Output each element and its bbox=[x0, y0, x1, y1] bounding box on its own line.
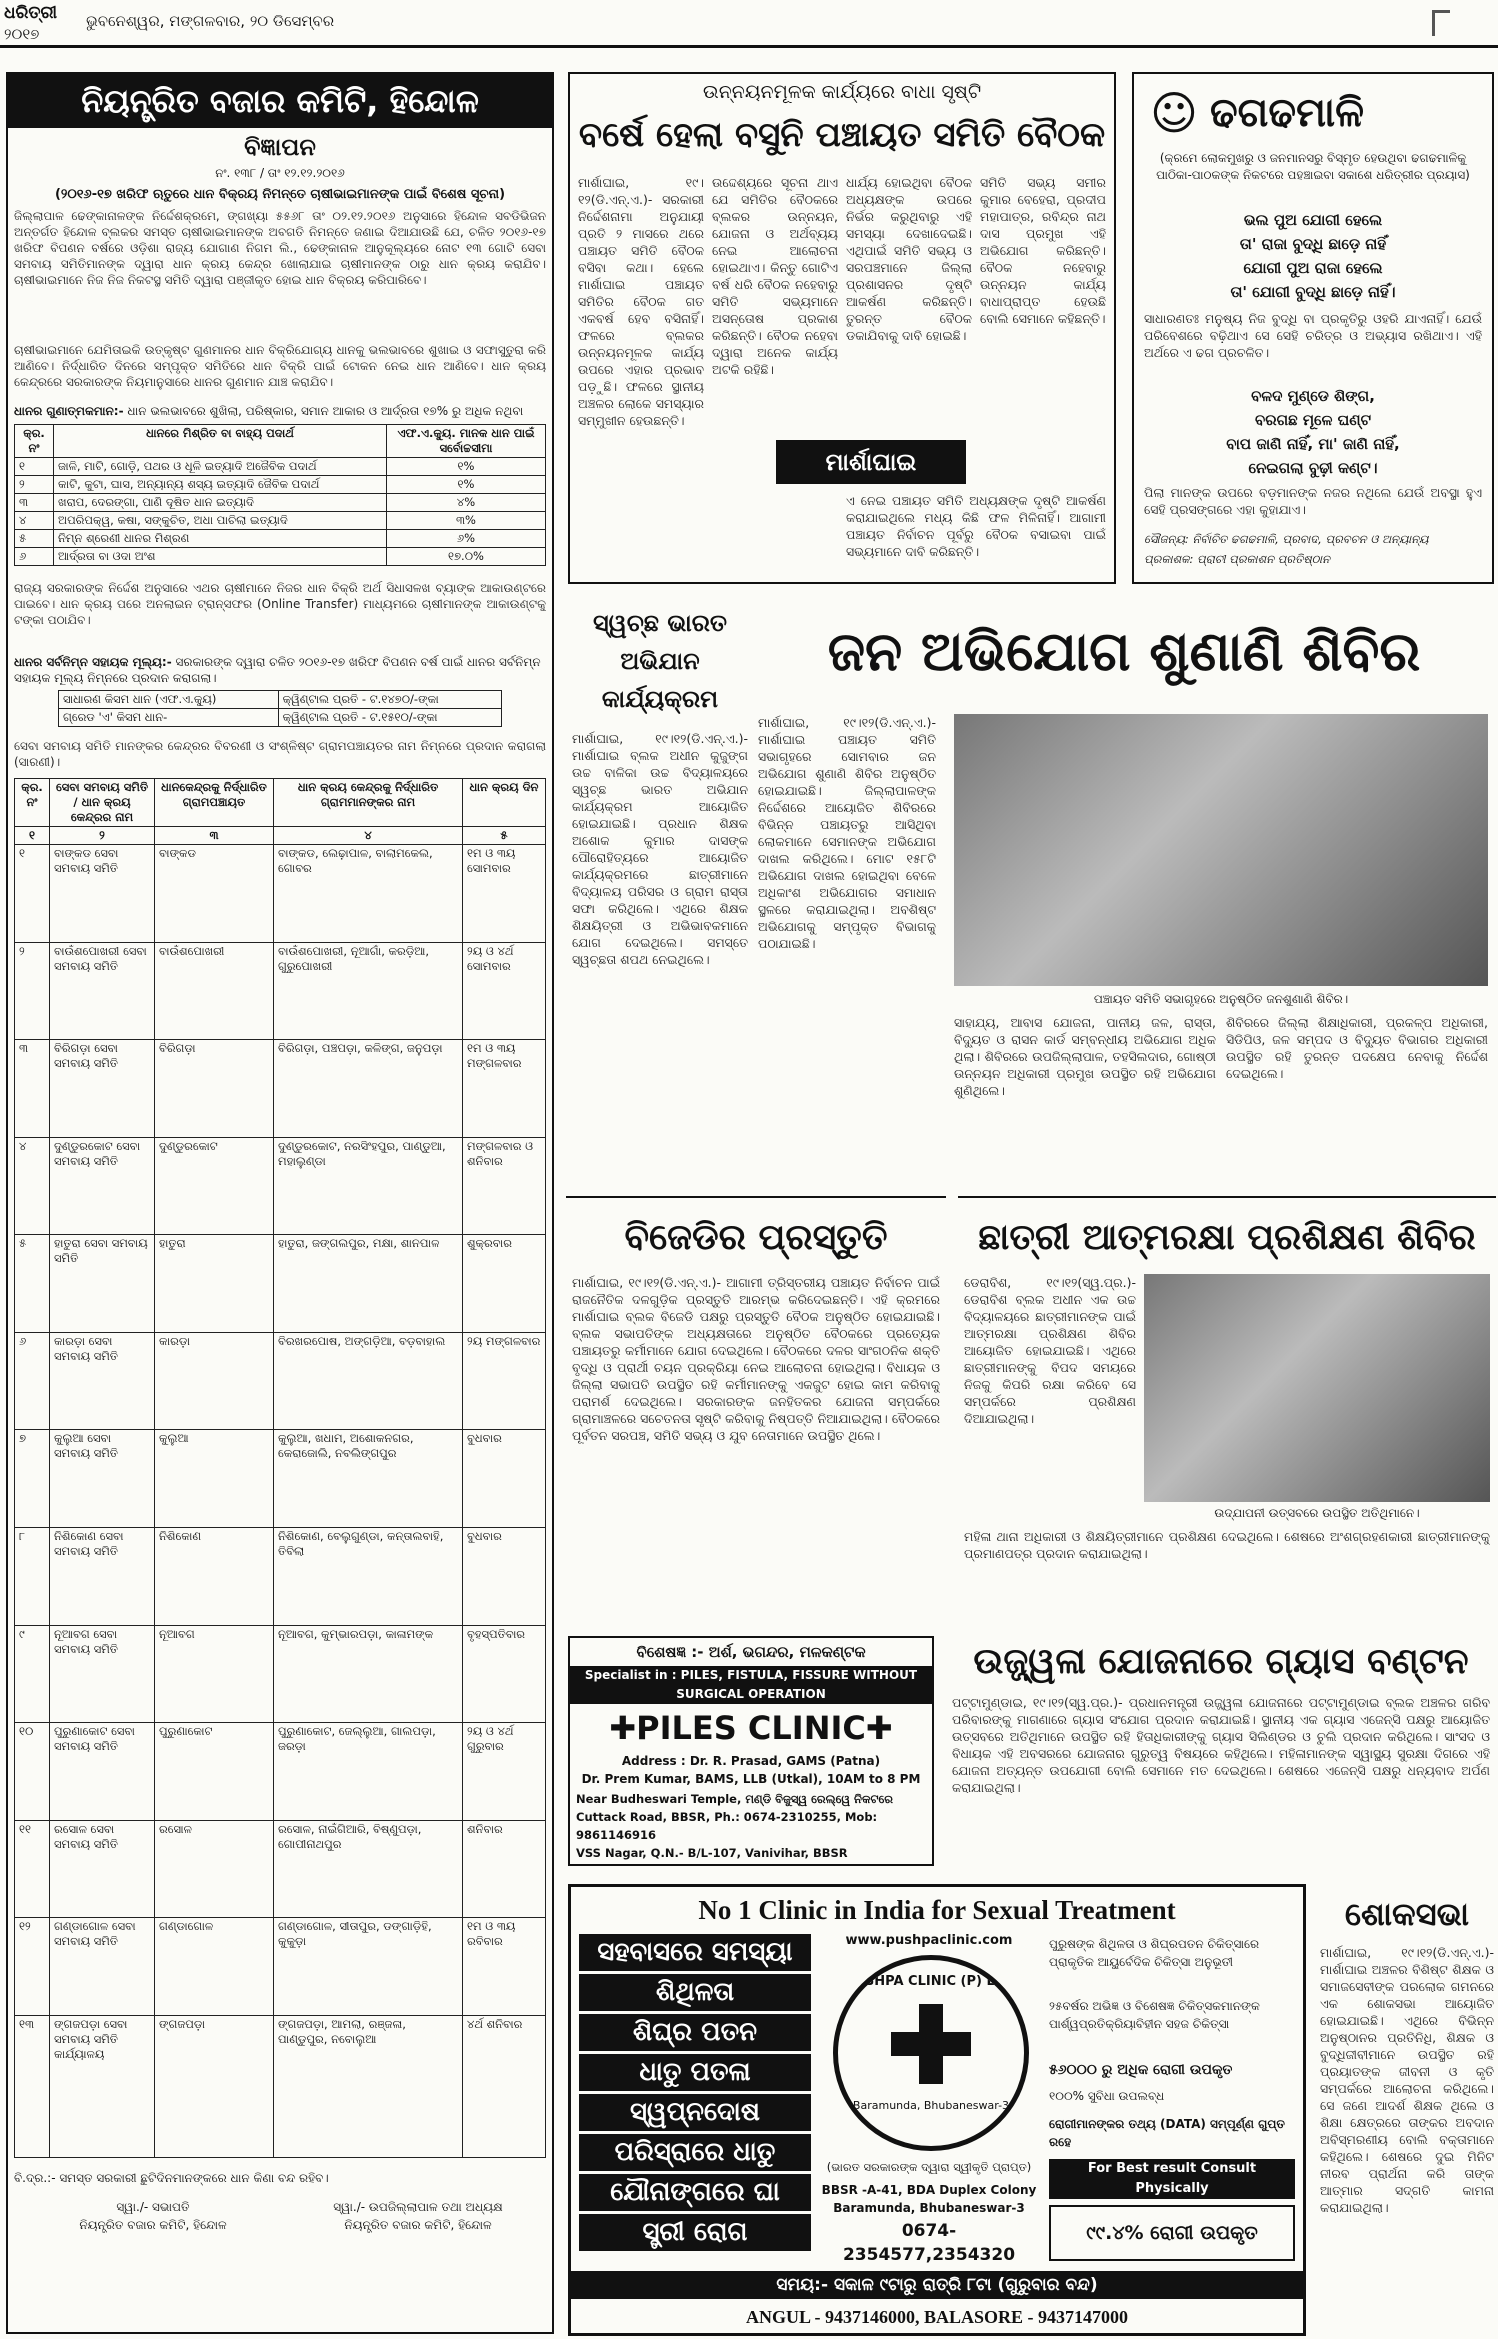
cell: ୬ bbox=[15, 1332, 50, 1430]
notice-footnote: ବି.ଦ୍ର.:- ସମସ୍ତ ସରକାରୀ ଛୁଟିଦିନମାନଙ୍କରେ ଧାନ କିଣା ବନ୍ଦ ରହିବ। bbox=[14, 2171, 329, 2185]
plus-icon: ✚ bbox=[865, 1709, 893, 1747]
story2-headline: ଜନ ଅଭିଯୋଗ ଶୁଣାଣି ଶିବିର bbox=[827, 620, 1421, 683]
cell: ପୁରୁଣାକୋଟ bbox=[155, 1723, 274, 1821]
cell: ବୁଧବାର bbox=[463, 1430, 546, 1528]
index-cell: ୩ bbox=[155, 827, 274, 845]
face-icon: ☺ bbox=[1150, 86, 1198, 140]
cell: ୪ bbox=[15, 1137, 50, 1235]
cell: ଙ୍ଗଜପଡ଼ା bbox=[155, 2015, 274, 2157]
msp-text: ସରକାରଙ୍କ ଦ୍ୱାରା ଚଳିତ ୨୦୧୬-୧୭ ଖରିଫ ବିପଣନ ବର୍ଷ ପାଇଁ ଧାନର ସର୍ବନିମ୍ନ ସହାୟକ ମୂଲ୍ୟ ନିମ୍ନରେ ପ୍ରଦାନ କରାଗଲା। bbox=[14, 655, 541, 685]
pushpa-conditions bbox=[579, 1931, 811, 2267]
story3-headline: ବିଜେଡିର ପ୍ରସ୍ତୁତି bbox=[624, 1217, 888, 1258]
story2-right-1: ସାହାଯ୍ୟ, ଆବାସ ଯୋଜନା, ପାନୀୟ ଜଳ, ରାସ୍ତା, ବିଦ୍ୟୁତ ଓ ରାସନ କାର୍ଡ ସମ୍ବନ୍ଧୀୟ ଅଭିଯୋଗ ଅଧିକ ଥିଲା। ଶିବିରରେ ଉପଜିଲ୍ଲାପାଳ, ତହସିଲଦାର, ଗୋଷ୍ଠୀ ଉନ୍ନୟନ ଅଧିକାରୀ ପ୍ରମୁଖ ଉପସ୍ଥିତ ରହି ଅଭିଯୋଗ ଶୁଣିଥିଲେ। bbox=[954, 1015, 1216, 1098]
cell: ବାଉଁଶପୋଖରୀ bbox=[155, 942, 274, 1040]
cell: ହାତୁରା ସେବା ସମବାୟ ସମିତି bbox=[50, 1235, 155, 1333]
ad-pushpa-clinic bbox=[568, 1884, 1306, 2336]
pushpa-address: BBSR -A-41, BDA Duplex Colony Baramunda, Bhubaneswar-3 bbox=[821, 2183, 1037, 2215]
story-grievance-camp bbox=[566, 596, 1496, 1184]
table-row bbox=[15, 548, 546, 566]
table-row bbox=[15, 1820, 546, 1918]
cell: ୨ୟ ଓ ୪ର୍ଥ ଗୁରୁବାର bbox=[463, 1723, 546, 1821]
story5-text: ପଟ୍ଟାମୁଣ୍ଡାଇ, ୧୯।୧୨(ସ୍ୱ.ପ୍ର.)- ପ୍ରଧାନମନ୍ତ୍ରୀ ଉଜ୍ଜ୍ୱଳା ଯୋଜନାରେ ପଟ୍ଟାମୁଣ୍ଡାଇ ବ୍ଲକ ଅଞ୍ଚଳର ଗରିବ ପରିବାରଙ୍କୁ ମାଗଣାରେ ଗ୍ୟାସ ସଂଯୋଗ ପ୍ରଦାନ କରାଯାଇଛି। ସ୍ଥାନୀୟ ଏକ ଗ୍ୟାସ ଏଜେନ୍ସି ପକ୍ଷରୁ ଆୟୋଜିତ ଉତ୍ସବରେ ଅତିଥିମାନେ ଉପସ୍ଥିତ ରହି ହିତାଧିକାରୀଙ୍କୁ ଗ୍ୟାସ ସିଲିଣ୍ଡର ଓ ଚୁଲି ପ୍ରଦାନ କରିଥିଲେ। ସାଂସଦ ଓ ବିଧାୟକ ଏହି ଅବସରରେ ଯୋଜନାର ଗୁରୁତ୍ୱ ବିଷୟରେ କହିଥିଲେ। ମହିଳାମାନଙ୍କ ସ୍ୱାସ୍ଥ୍ୟ ସୁରକ୍ଷା ଦିଗରେ ଏହି ଯୋଜନା ଅତ୍ୟନ୍ତ ଉପଯୋଗୀ ବୋଲି ସେମାନେ ମତ ଦେଇଥିଲେ। ଶେଷରେ ଏଜେନ୍ସି ପକ୍ଷରୁ ଧନ୍ୟବାଦ ଅର୍ପଣ କରାଯାଇଥିଲା। bbox=[952, 1695, 1490, 1795]
column-intro: (କ୍ରମେ ଲୋକମୁଖରୁ ଓ ଜନମାନସରୁ ବିସ୍ମୃତ ହେଉଥିବା ଢଗଢମାଳିକୁ ପାଠିକା-ପାଠକଙ୍କ ନିକଟରେ ପହଞ୍ଚାଇବା ସକାଶେ ଧରିତ୍ରୀର ପ୍ରୟାସ) bbox=[1156, 151, 1470, 182]
story1-col1: ମାର୍ଶାଘାଇ, ୧୯।୧୨(ଡି.ଏନ୍.ଏ.)- ସରକାରୀ ନିର୍ଦ୍ଦେଶନାମା ଅନୁଯାୟୀ ପ୍ରତି ୨ ମାସରେ ଥରେ ପଞ୍ଚାୟତ ସମିତି ବୈଠକ ବସିବା କଥା। ହେଲେ ମାର୍ଶାଘାଇ ପଞ୍ଚାୟତ ସମିତିର ବୈଠକ ଗତ ଏକବର୍ଷ ହେବ ବସିନାହିଁ। ଫଳରେ ବ୍ଲକର ଉନ୍ନୟନମୂଳକ କାର୍ଯ୍ୟ ଉପରେ ଏହାର ପ୍ରଭାବ ପଡ଼ୁଛି। ଫଳରେ ସ୍ଥାନୀୟ ଅଞ୍ଚଳର ଲୋକେ ସମସ୍ୟାର ସମ୍ମୁଖୀନ ହେଉଛନ୍ତି। bbox=[578, 175, 704, 428]
table-row bbox=[59, 691, 502, 709]
table-row bbox=[15, 942, 546, 1040]
pushpa-govt: (ଭାରତ ସରକାରଙ୍କ ଦ୍ୱାରା ସ୍ୱୀକୃତି ପ୍ରାପ୍ତ) bbox=[826, 2160, 1032, 2174]
centre-header: ଧାନକେନ୍ଦ୍ରକୁ ନିର୍ଦ୍ଧାରିତ ଗ୍ରାମପଞ୍ଚାୟତ bbox=[155, 779, 274, 827]
notice-para-4: ସେବା ସମବାୟ ସମିତି ମାନଙ୍କର କେନ୍ଦ୍ରର ବିବରଣୀ ଓ ସଂଶ୍ଳିଷ୍ଟ ଗ୍ରାମପଞ୍ଚାୟତର ନାମ ନିମ୍ନରେ ପ୍ରଦାନ କରାଗଲା (ସାରଣୀ)। bbox=[14, 739, 546, 769]
cell: ବାଙ୍କଡ bbox=[155, 845, 274, 943]
centre-header: କ୍ର. ନଂ bbox=[15, 779, 50, 827]
cell: କୁଲୁଆ ସେବା ସମବାୟ ସମିତି bbox=[50, 1430, 155, 1528]
cell: ବୃହସ୍ପତିବାର bbox=[463, 1625, 546, 1723]
table-row bbox=[15, 1235, 546, 1333]
cell: ରସୋଳ, ନାଇଁଗିଆରି, ବିଷ୍ଣୁପଡ଼ା, ଗୋପୀନାଥପୁର bbox=[274, 1820, 463, 1918]
cell: ୭ bbox=[15, 1430, 50, 1528]
verse-2: ବଳଦ ମୁଣ୍ଡେ ଶିଙ୍ଗ, ବରଗଛ ମୂଳେ ଘଣ୍ଟ ବାପ ଜାଣି ନାହିଁ, ମା' ଜାଣି ନାହିଁ, ନେଇଗଲା ବୁଢ଼ୀ କଣ୍ଟ। bbox=[1226, 387, 1400, 477]
cell: କୁଲୁଆ bbox=[155, 1430, 274, 1528]
story1-tag: ମାର୍ଶାଘାଇ bbox=[776, 440, 966, 484]
cell: ନିଶିକୋଣ ସେବା ସମବାୟ ସମିତି bbox=[50, 1528, 155, 1626]
notice-para-2: ଚାଷୀଭାଇମାନେ ଯେମିତାଇକି ଉତ୍କୃଷ୍ଟ ଗୁଣମାନର ଧାନ ବିକ୍ରିଯୋଗ୍ୟ ଧାନକୁ ଭଲଭାବରେ ଶୁଖାଇ ଓ ସଫାସୁତୁରା କରି ଆଣିବେ। ନିର୍ଦ୍ଧାରିତ ଦିନରେ ସମ୍ପୃକ୍ତ ସମିତିରେ ଧାନ ବିକ୍ରି ପାଇଁ ଟୋକନ ନେଇ ଧାନ ଆଣିବେ। ଧାନ କ୍ରୟ କେନ୍ଦ୍ରରେ ସରକାରଙ୍କ ନିୟମାନୁସାରେ ଧାନର ଗୁଣମାନ ଯାଞ୍ଚ କରାଯିବ। bbox=[14, 343, 546, 389]
cell: ଗଣ୍ଡାଗୋଳ bbox=[155, 1918, 274, 2016]
cell: ୧୨ bbox=[15, 1918, 50, 2016]
cell: ୧୧ bbox=[15, 1820, 50, 1918]
top-rule bbox=[0, 45, 1498, 48]
table-row bbox=[59, 709, 502, 727]
story-ujjwala bbox=[946, 1636, 1496, 1884]
column-credit-1: ସୌଜନ୍ୟ: ନିର୍ବାଚିତ ଢଗଢମାଳି, ପ୍ରବାଦ, ପ୍ରବଚନ ଓ ଅନ୍ୟାନ୍ୟ bbox=[1144, 532, 1429, 546]
cell: ବିରିଗଡ଼ା, ପଞ୍ଚପଡ଼ା, କଳିଙ୍ଗ, ଜନୁପଡ଼ା bbox=[274, 1040, 463, 1138]
condition-item: ପରିସ୍ରାରେ ଧାତୁ bbox=[579, 2134, 811, 2171]
cell: କାରଡ଼ା bbox=[155, 1332, 274, 1430]
condition-item: ସହବାସରେ ସମସ୍ୟା bbox=[579, 1934, 811, 1971]
cell: ୧ bbox=[15, 458, 54, 476]
cell: ବାଙ୍କଡ ସେବା ସମବାୟ ସମିତି bbox=[50, 845, 155, 943]
cell: ୧ମ ଓ ୩ୟ ରବିବାର bbox=[463, 1918, 546, 2016]
corner-mark bbox=[1432, 10, 1450, 36]
cell: ଙ୍ଗଜପଡ଼ା, ଆମଲା, ରଞ୍ଜଳା, ପାଣ୍ଡୁପୁର, ନବୋଲୁଆ bbox=[274, 2015, 463, 2157]
story-condolence bbox=[1318, 1890, 1496, 2336]
cell: କାଟି, କୁଟା, ଘାସ, ଅନ୍ୟାନ୍ୟ ଶସ୍ୟ ଇତ୍ୟାଦି ଜୈବିକ ପଦାର୍ଥ bbox=[54, 476, 387, 494]
table-row bbox=[15, 458, 546, 476]
cell: ୧୭.୦% bbox=[387, 548, 546, 566]
cell: ନୂଆବଗ bbox=[155, 1625, 274, 1723]
quality-table bbox=[14, 424, 546, 574]
story1-col3: ଧାର୍ଯ୍ୟ ହୋଇଥିବା ବୈଠକ ଅଧ୍ୟକ୍ଷଙ୍କ ଉପରେ ନିର୍ଭର କରୁଥିବାରୁ ଏହି ସମସ୍ୟା ଦେଖାଦେଇଛି। ଏଥିପାଇଁ ସମିତି ସଭ୍ୟ ଓ ସରପଞ୍ଚମାନେ ଜିଲ୍ଲା ପ୍ରଶାସନର ଦୃଷ୍ଟି ଆକର୍ଷଣ କରିଛନ୍ତି। ତୁରନ୍ତ ବୈଠକ ଡକାଯିବାକୁ ଦାବି ହୋଇଛି। bbox=[846, 175, 972, 343]
pushpa-seal-text: PUSHPA CLINIC (P) LTD. bbox=[844, 1974, 1018, 1989]
story1-col2: ଉଦ୍ଦେଶ୍ୟରେ ସୂଚନା ଥାଏ ଯେ ସମିତିର ବୈଠକରେ ବ୍ଲକର ଉନ୍ନୟନ, ଯୋଜନା ଓ ଅର୍ଥବ୍ୟୟ ନେଇ ଆଲୋଚନା ହୋଇଥାଏ। କିନ୍ତୁ ଗୋଟିଏ ବର୍ଷ ଧରି ବୈଠକ ନହେବାରୁ ସମିତି ସଭ୍ୟମାନେ ଅସନ୍ତୋଷ ପ୍ରକାଶ କରିଛନ୍ତି। ବୈଠକ ନହେବା ଦ୍ୱାରା ଅନେକ କାର୍ଯ୍ୟ ଅଟକି ରହିଛି। bbox=[712, 175, 838, 377]
pushpa-right-3: ୫୬୦୦୦ ରୁ ଅଧିକ ରୋଗୀ ଉପକୃତ bbox=[1049, 2062, 1233, 2078]
cell: ନୂଆବଗ, କୁମ୍ଭାରପଡ଼ା, କାଳାମଙ୍କ bbox=[274, 1625, 463, 1723]
cell: ୪% bbox=[387, 494, 546, 512]
cell: ଖରାପ, ଦେରଙ୍ଗା, ପାଣି ଦୂଷିତ ଧାନ ଇତ୍ୟାଦି bbox=[54, 494, 387, 512]
notice-subtitle: ବିଜ୍ଞାପନ bbox=[244, 133, 316, 161]
verse-1: ଭଲ ପୁଅ ଯୋଗୀ ହେଲେ ତା' ରାଜା ବୁଦ୍ଧି ଛାଡ଼େ ନାହିଁ ଯୋଗୀ ପୁଅ ରାଜା ହେଲେ ତା' ଯୋଗୀ ବୁଦ୍ଧି ଛାଡ଼େ ନାହିଁ। bbox=[1230, 211, 1396, 301]
cell: ୧ମ ଓ ୩ୟ ସୋମବାର bbox=[463, 845, 546, 943]
story2-kicker: ସ୍ୱଚ୍ଛ ଭାରତ ଅଭିଯାନ କାର୍ଯ୍ୟକ୍ରମ bbox=[592, 609, 728, 713]
masthead bbox=[0, 0, 1498, 48]
grievance-caption: ପଞ୍ଚାୟତ ସମିତି ସଭାଗୃହରେ ଅନୁଷ୍ଠିତ ଜନଶୁଣାଣି ଶିବିର। bbox=[1093, 992, 1349, 1006]
piles-name bbox=[570, 1706, 932, 1750]
pushpa-right-4: ୧୦୦% ସୁବିଧା ଉପଲବ୍ଧ bbox=[1049, 2089, 1165, 2103]
sign-left: ସ୍ୱା./- ସଭାପତି ନିୟନ୍ତ୍ରିତ ବଜାର କମିଟି, ହିନ୍ଦୋଳ bbox=[79, 2200, 227, 2232]
cell: କୁଲୁଆ, ଖଧାମ, ଅଶୋକନଗର, କେରାଜୋଲି, ନବଲିଙ୍ଗପୁର bbox=[274, 1430, 463, 1528]
cell: ଗ୍ରେଡ 'ଏ' କିସମ ଧାନ- bbox=[59, 709, 279, 727]
cell: ବାଙ୍କଡ, ଲେଢ଼ାପାଳ, ବାଲାମକେଲ, ଗୋବର bbox=[274, 845, 463, 943]
table-row bbox=[15, 1430, 546, 1528]
cell: ୬ bbox=[15, 548, 54, 566]
cell: ୧ bbox=[15, 845, 50, 943]
cell: ଗଣ୍ଡାଗୋଳ, ସୀତାପୁର, ଡଙ୍ଗାଡ଼ିହି, କୁକୁଡ଼ା bbox=[274, 1918, 463, 2016]
table-row bbox=[15, 2015, 546, 2157]
table-row bbox=[15, 530, 546, 548]
dateline: ଭୁବନେଶ୍ୱର, ମଙ୍ଗଳବାର, ୨୦ ଡିସେମ୍ବର bbox=[86, 12, 335, 30]
cell: ବିରିଗଡ଼ା bbox=[155, 1040, 274, 1138]
story1-col4: ଏ ନେଇ ପଞ୍ଚାୟତ ସମିତି ଅଧ୍ୟକ୍ଷଙ୍କ ଦୃଷ୍ଟି ଆକର୍ଷଣ କରାଯାଇଥିଲେ ମଧ୍ୟ କିଛି ଫଳ ମିଳିନାହିଁ। ଆଗାମୀ ପଞ୍ଚାୟତ ନିର୍ବାଚନ ପୂର୍ବରୁ ବୈଠକ ବସାଇବା ପାଇଁ ସଭ୍ୟମାନେ ଦାବି କରିଛନ୍ତି। bbox=[846, 493, 1106, 559]
cell: ଶନିବାର bbox=[463, 1820, 546, 1918]
cell: ହାତୁରା bbox=[155, 1235, 274, 1333]
cell: ୩ bbox=[15, 494, 54, 512]
msp-row bbox=[14, 654, 546, 688]
condition-item: ଶିଥିଳତା bbox=[579, 1974, 811, 2011]
table-row bbox=[15, 1625, 546, 1723]
table-row bbox=[15, 1332, 546, 1430]
msp-table bbox=[58, 690, 502, 734]
quality-label-row bbox=[14, 402, 546, 420]
proverb-column bbox=[1132, 72, 1494, 584]
cell: ଦୁଣ୍ଡୁରକୋଟ, ନରସିଂହପୁର, ପାଣ୍ଡୁଆ, ମହାଲୁଣ୍ଡା bbox=[274, 1137, 463, 1235]
table-row bbox=[15, 494, 546, 512]
cell: ବିରିଗଡ଼ା ସେବା ସମବାୟ ସମିତି bbox=[50, 1040, 155, 1138]
pushpa-right-1: ପୁରୁଷଙ୍କ ଶିଥିଳତା ଓ ଶିଘ୍ରପତନ ଚିକିତ୍ସାରେ ପ୍ରାକୃତିକ ଆୟୁର୍ବେଦିକ ଚିକିତ୍ସା ଅନୁଭୂତୀ bbox=[1049, 1937, 1260, 1969]
msp-label: ଧାନର ସର୍ବନିମ୍ନ ସହାୟକ ମୂଲ୍ୟ:- bbox=[14, 655, 172, 669]
pushpa-phone: 0674-2354577,2354320 bbox=[842, 2221, 1016, 2265]
cell: ହାତୁରା, ଜଙ୍ଗଲପୁର, ମକ୍ଷା, ଶାନପାଳ bbox=[274, 1235, 463, 1333]
centre-table bbox=[14, 778, 546, 2158]
quality-label: ଧାନର ଗୁଣାତ୍ମକମାନ:- bbox=[14, 404, 124, 418]
condition-item: ଯୌନାଙ୍ଗରେ ଘା bbox=[579, 2174, 811, 2211]
centre-header: ସେବା ସମବାୟ ସମିତି / ଧାନ କ୍ରୟ କେନ୍ଦ୍ରର ନାମ bbox=[50, 779, 155, 827]
cross-icon bbox=[891, 2004, 971, 2084]
quality-header: ଏଫ.ଏ.କ୍ୟୁ. ମାନକ ଧାନ ପାଇଁ ସର୍ବୋଚ୍ଚସୀମା bbox=[387, 425, 546, 458]
table-row bbox=[15, 1528, 546, 1626]
condition-item: ଧାତୁ ପତଳା bbox=[579, 2054, 811, 2091]
story-samiti-meeting bbox=[568, 72, 1116, 584]
cell: ରସୋଳ bbox=[155, 1820, 274, 1918]
table-row bbox=[15, 476, 546, 494]
cell: ବାଉଁଶପୋଖରୀ, ନୂଆଗାଁ, କରଡ଼ିଆ, ଗୁରୁପୋଖରୀ bbox=[274, 942, 463, 1040]
cell: ଆର୍ଦ୍ରତା ବା ଓଦା ଅଂଶ bbox=[54, 548, 387, 566]
story6-headline: ଶୋକସଭା bbox=[1344, 1895, 1470, 1933]
cell: ୩% bbox=[387, 512, 546, 530]
notice-para-3: ରାଜ୍ୟ ସରକାରଙ୍କ ନିର୍ଦ୍ଦେଶ ଅନୁସାରେ ଏଥର ଚାଷୀମାନେ ନିଜର ଧାନ ବିକ୍ରି ଅର୍ଥ ସିଧାସଳଖ ବ୍ୟାଙ୍କ ଆକାଉଣ୍ଟରେ ପାଇବେ। ଧାନ କ୍ରୟ ପରେ ଅନଲାଇନ ଟ୍ରାନ୍ସଫର (Online Transfer) ମାଧ୍ୟମରେ ଚାଷୀମାନଙ୍କ ଆକାଉଣ୍ଟକୁ ଟଙ୍କା ପଠାଯିବ। bbox=[14, 581, 546, 627]
condition-item: ସ୍ୱପ୍ନଦୋଷ bbox=[579, 2094, 811, 2131]
cell: ନିଶିକୋଣ, ବେଲୁଗୁଣ୍ଡା, କନ୍ତାଲବାହି, ତିବିଲା bbox=[274, 1528, 463, 1626]
notice-para-1: ଜିଲ୍ଲାପାଳ ଢେଙ୍କାନାଳଙ୍କ ନିର୍ଦ୍ଦେଶକ୍ରମେ, ଙ୍ଗଖ୍ୟା ୫୫୬୮ ତାଂ ୦୨.୧୨.୨୦୧୬ ଅନୁସାରେ ହିନ୍ଦୋଳ ସବଡିଭିଜନ ଅନ୍ତର୍ଗତ ହିନ୍ଦୋଳ ବ୍ଲକର ସମସ୍ତ ଚାଷୀଭାଇମାନଙ୍କ ଅବଗତି ନିମନ୍ତେ ଜଣାଇ ଦିଆଯାଉଛି ଯେ, ଚଳିତ ୨୦୧୬-୧୭ ଖରିଫ ବିପଣନ ବର୍ଷରେ ଓଡ଼ିଶା ରାଜ୍ୟ ଯୋଗାଣ ନିଗମ ଲି., ଢେଙ୍କାନାଳ ଆନୁକୂଲ୍ୟରେ ନୋଟ ୧୩ ଗୋଟି ସେବା ସମବାୟ ସମିତିମାନଙ୍କ ଦ୍ୱାରା ଧାନ କ୍ରୟ କେନ୍ଦ୍ର ଖୋଲାଯାଇ ଚାଷୀମାନଙ୍କ ଠାରୁ ଧାନ କ୍ରୟ କରାଯିବ। ଚାଷୀଭାଇମାନେ ନିଜ ନିଜ ନିକଟସ୍ଥ ସମିତି ଦ୍ୱାରା ପଞ୍ଜୀକୃତ ହୋଇ ଧାନ ବିକ୍ରୟ କରିପାରିବେ। bbox=[14, 209, 546, 287]
centre-header: ଧାନ କ୍ରୟ ଦିନ bbox=[463, 779, 546, 827]
cell: ବାଉଁଶପୋଖରୀ ସେବା ସମବାୟ ସମିତି bbox=[50, 942, 155, 1040]
cell: ନିଶିକୋଣ bbox=[155, 1528, 274, 1626]
pushpa-seal-city: Baramunda, Bhubaneswar-3 bbox=[852, 2099, 1010, 2112]
cell: ସାଧାରଣ କିସମ ଧାନ (ଏଫ.ଏ.କ୍ୟୁ) bbox=[59, 691, 279, 709]
notice-title: ନିୟନ୍ତ୍ରିତ ବଜାର କମିଟି, ହିନ୍ଦୋଳ bbox=[8, 74, 552, 128]
cell: କ୍ୱିଣ୍ଟାଲ ପ୍ରତି - ଟ.୧୫୧୦/-ଙ୍କା bbox=[278, 709, 501, 727]
story3-text: ମାର୍ଶାଘାଇ, ୧୯।୧୨(ଡି.ଏନ୍.ଏ.)- ଆଗାମୀ ତ୍ରିସ୍ତରୀୟ ପଞ୍ଚାୟତ ନିର୍ବାଚନ ପାଇଁ ରାଜନୈତିକ ଦଳଗୁଡ଼ିକ ପ୍ରସ୍ତୁତି ଆରମ୍ଭ କରିଦେଇଛନ୍ତି। ଏହି କ୍ରମରେ ମାର୍ଶାଘାଇ ବ୍ଲକ ବିଜେଡି ପକ୍ଷରୁ ପ୍ରସ୍ତୁତି ବୈଠକ ଅନୁଷ୍ଠିତ ହୋଇଯାଇଛି। ବ୍ଲକ ସଭାପତିଙ୍କ ଅଧ୍ୟକ୍ଷତାରେ ଅନୁଷ୍ଠିତ ବୈଠକରେ ପ୍ରତ୍ୟେକ ପଞ୍ଚାୟତରୁ କର୍ମୀମାନେ ଯୋଗ ଦେଇଥିଲେ। ବୈଠକରେ ଦଳର ସାଂଗଠନିକ ଶକ୍ତି ବୃଦ୍ଧି ଓ ପ୍ରାର୍ଥୀ ଚୟନ ପ୍ରକ୍ରିୟା ନେଇ ଆଲୋଚନା ହୋଇଥିଲା। ବିଧାୟକ ଓ ଜିଲ୍ଲା ସଭାପତି ଉପସ୍ଥିତ ରହି କର୍ମୀମାନଙ୍କୁ ଏକଜୁଟ ହୋଇ କାମ କରିବାକୁ ପରାମର୍ଶ ଦେଇଥିଲେ। ସରକାରଙ୍କ ଜନହିତକର ଯୋଜନା ସମ୍ପର୍କରେ ଗ୍ରାମାଞ୍ଚଳରେ ସଚେତନତା ସୃଷ୍ଟି କରିବାକୁ ନିଷ୍ପତ୍ତି ନିଆଯାଇଥିଲା। ବୈଠକରେ ପୂର୍ବତନ ସରପଞ୍ଚ, ସମିତି ସଭ୍ୟ ଓ ଯୁବ ନେତାମାନେ ଉପସ୍ଥିତ ଥିଲେ। bbox=[572, 1275, 940, 1443]
cell: ୯ bbox=[15, 1625, 50, 1723]
condition-item: ଶିଘ୍ର ପତନ bbox=[579, 2014, 811, 2051]
index-cell: ୫ bbox=[463, 827, 546, 845]
cell: ନିମ୍ନ ଶ୍ରେଣୀ ଧାନର ମିଶ୍ରଣ bbox=[54, 530, 387, 548]
cell: ନୂଆବଗ ସେବା ସମବାୟ ସମିତି bbox=[50, 1625, 155, 1723]
table-row bbox=[15, 1723, 546, 1821]
pushpa-right-2: ୨୫ବର୍ଷର ଅଭିଜ୍ଞ ଓ ବିଶେଷଜ୍ଞ ଚିକିତ୍ସକମାନଙ୍କ ପାର୍ଶ୍ୱପ୍ରତିକ୍ରିୟାବିହୀନ ସହଜ ଚିକିତ୍ସା bbox=[1049, 1999, 1260, 2031]
pushpa-timing: ସମୟ:- ସକାଳ ୯ଟାରୁ ରାତ୍ରି ୮ଟା (ଗୁରୁବାର ବନ୍ଦ) bbox=[571, 2271, 1303, 2299]
column-body: ସାଧାରଣତଃ ମନୁଷ୍ୟ ନିଜ ବୁଦ୍ଧି ବା ପ୍ରକୃତିରୁ ଓହରି ଯାଏନାହିଁ। ଯେଉଁ ପରିବେଶରେ ବଢ଼ିଥାଏ ସେ ସେହି ଚରିତ୍ର ଓ ଅଭ୍ୟାସ ରଖିଥାଏ। ଏହି ଅର୍ଥରେ ଏ ଢଗ ପ୍ରଚଳିତ। bbox=[1144, 311, 1482, 360]
piles-location: Near Budheswari Temple, ମଣ୍ଡି ବିଜୁସ୍ୱ ରେଲ୍ୱେ ନିକଟରେ Cuttack Road, BBSR, Ph.: 0674-2310255, Mob: 9861146916 VSS Nagar, Q.N.- B/L-107, Vanivihar, BBSR bbox=[576, 1792, 893, 1860]
tender-notice bbox=[6, 72, 554, 2334]
cell: ଦୁଣ୍ଡୁରକୋଟ bbox=[155, 1137, 274, 1235]
cell: ୨ୟ ମଙ୍ଗଳବାର bbox=[463, 1332, 546, 1430]
cell: ୨ୟ ଓ ୪ର୍ଥ ସୋମବାର bbox=[463, 942, 546, 1040]
story1-headline: ବର୍ଷେ ହେଲା ବସୁନି ପଞ୍ଚାୟତ ସମିତି ବୈଠକ bbox=[578, 115, 1106, 155]
ad-piles-clinic bbox=[568, 1636, 934, 1866]
story6-text: ମାର୍ଶାଘାଇ, ୧୯।୧୨(ଡି.ଏନ୍.ଏ.)- ମାର୍ଶାଘାଇ ଅଞ୍ଚଳର ବିଶିଷ୍ଟ ଶିକ୍ଷକ ଓ ସମାଜସେବୀଙ୍କ ପରଲୋକ ଗମନରେ ଏକ ଶୋକସଭା ଆୟୋଜିତ ହୋଇଯାଇଛି। ଏଥିରେ ବିଭିନ୍ନ ଅନୁଷ୍ଠାନର ପ୍ରତିନିଧି, ଶିକ୍ଷକ ଓ ବୁଦ୍ଧିଜୀବୀମାନେ ଉପସ୍ଥିତ ରହି ପ୍ରୟାତଙ୍କ ଜୀବନୀ ଓ କୃତି ସମ୍ପର୍କରେ ଆଲୋଚନା କରିଥିଲେ। ସେ ଜଣେ ଆଦର୍ଶ ଶିକ୍ଷକ ଥିଲେ ଓ ଶିକ୍ଷା କ୍ଷେତ୍ରରେ ତାଙ୍କର ଅବଦାନ ଅବିସ୍ମରଣୀୟ ବୋଲି ବକ୍ତାମାନେ କହିଥିଲେ। ଶେଷରେ ଦୁଇ ମିନିଟ ନୀରବ ପ୍ରାର୍ଥନା କରି ତାଙ୍କ ଆତ୍ମାର ସଦ୍ଗତି କାମନା କରାଯାଇଥିଲା। bbox=[1320, 1945, 1494, 2215]
quality-header: କ୍ର. ନଂ bbox=[15, 425, 54, 458]
cell: କାରଡ଼ା ସେବା ସମବାୟ ସମିତି bbox=[50, 1332, 155, 1430]
cell: ପୁରୁଣାକୋଟ, ଜେଲ୍ଲୁଆ, ଗାଲପଡ଼ା, ଜରଡ଼ା bbox=[274, 1723, 463, 1821]
pushpa-headline: No 1 Clinic in India for Sexual Treatment bbox=[698, 1895, 1176, 1925]
cell: ୧୦ bbox=[15, 1723, 50, 1821]
paper-logo: ଧରିତ୍ରୀ bbox=[4, 3, 58, 23]
story5-headline: ଉଜ୍ଜ୍ୱଳା ଯୋଜନାରେ ଗ୍ୟାସ ବଣ୍ଟନ bbox=[973, 1641, 1469, 1682]
pushpa-data-label: ରୋଗୀମାନଙ୍କର ତଥ୍ୟ (DATA) ସମ୍ପୂର୍ଣ୍ଣ ଗୁପ୍ତ ରହେ bbox=[1049, 2117, 1285, 2149]
cell: ୨ bbox=[15, 476, 54, 494]
pushpa-success: ୯୯.୪% ରୋଗୀ ଉପକୃତ bbox=[1049, 2205, 1295, 2261]
story4-text: ଡେରାବିଶ, ୧୯।୧୨(ସ୍ୱ.ପ୍ର.)- ଡେରାବିଶ ବ୍ଲକ ଅଧୀନ ଏକ ଉଚ୍ଚ ବିଦ୍ୟାଳୟରେ ଛାତ୍ରୀମାନଙ୍କ ପାଇଁ ଆତ୍ମରକ୍ଷା ପ୍ରଶିକ୍ଷଣ ଶିବିର ଆୟୋଜିତ ହୋଇଯାଇଛି। ଏଥିରେ ଛାତ୍ରୀମାନଙ୍କୁ ବିପଦ ସମୟରେ ନିଜକୁ କିପରି ରକ୍ଷା କରିବେ ସେ ସମ୍ପର୍କରେ ପ୍ରଶିକ୍ଷଣ ଦିଆଯାଇଥିଲା। bbox=[964, 1275, 1136, 1426]
story1-kicker: ଉନ୍ନୟନମୂଳକ କାର୍ଯ୍ୟରେ ବାଧା ସୃଷ୍ଟି bbox=[702, 81, 982, 103]
pushpa-best: For Best result Consult Physically bbox=[1049, 2159, 1295, 2199]
table-row bbox=[15, 512, 546, 530]
column-body-2: ପିଲା ମାନଙ୍କ ଉପରେ ବଡ଼ମାନଙ୍କ ନଜର ନଥିଲେ ଯେଉଁ ଅବସ୍ଥା ହୁଏ ସେହି ପ୍ରସଙ୍ଗରେ ଏହା କୁହାଯାଏ। bbox=[1144, 485, 1482, 517]
plus-icon: ✚ bbox=[609, 1709, 637, 1747]
cell: ପୁରୁଣାକୋଟ ସେବା ସମବାୟ ସମିତି bbox=[50, 1723, 155, 1821]
cell: ଙ୍ଗଜପଡ଼ା ସେବା ସମବାୟ ସମିତି କାର୍ଯ୍ୟାଳୟ bbox=[50, 2015, 155, 2157]
cell: ୧୩ bbox=[15, 2015, 50, 2157]
cell: ରସୋଳ ସେବା ସମବାୟ ସମିତି bbox=[50, 1820, 155, 1918]
centre-header: ଧାନ କ୍ରୟ କେନ୍ଦ୍ରକୁ ନିର୍ଦ୍ଧାରିତ ଗ୍ରାମମାନଙ୍କର ନାମ bbox=[274, 779, 463, 827]
cell: ୫ bbox=[15, 1235, 50, 1333]
story-self-defence bbox=[958, 1196, 1496, 1622]
piles-spec: ବିଶେଷଜ୍ଞ :- ଅର୍ଶ, ଭଗନ୍ଦର, ମଳକଣ୍ଟକ bbox=[636, 1643, 866, 1661]
cell: ୮ bbox=[15, 1528, 50, 1626]
story4-text-2: ମହିଳା ଥାନା ଅଧିକାରୀ ଓ ଶିକ୍ଷୟିତ୍ରୀମାନେ ପ୍ରଶିକ୍ଷଣ ଦେଇଥିଲେ। ଶେଷରେ ଅଂଶଗ୍ରହଣକାରୀ ଛାତ୍ରୀମାନଙ୍କୁ ପ୍ରମାଣପତ୍ର ପ୍ରଦାନ କରାଯାଇଥିଲା। bbox=[964, 1529, 1490, 1561]
index-cell: ୧ bbox=[15, 827, 50, 845]
cell: ୧% bbox=[387, 476, 546, 494]
cell: ୨ bbox=[15, 942, 50, 1040]
notice-ref: ନଂ. ୧୩୮ / ତାଂ ୧୨.୧୨.୨୦୧୬ bbox=[215, 166, 345, 180]
cell: କ୍ୱିଣ୍ଟାଲ ପ୍ରତି - ଟ.୧୪୭୦/-ଙ୍କା bbox=[278, 691, 501, 709]
piles-address: Address : Dr. R. Prasad, GAMS (Patna) Dr. Prem Kumar, BAMS, LLB (Utkal), 10AM to 8 PM bbox=[581, 1754, 921, 1786]
cell: ୪ bbox=[15, 512, 54, 530]
table-row bbox=[15, 1040, 546, 1138]
story2-right-2: ଶିବିରରେ ଜିଲ୍ଲା ଶିକ୍ଷାଧିକାରୀ, ପ୍ରକଳ୍ପ ଅଧିକାରୀ, ସିଡିପିଓ, ଜଳ ସମ୍ପଦ ଓ ବିଦ୍ୟୁତ ବିଭାଗର ଅଧିକାରୀ ଉପସ୍ଥିତ ରହି ତୁରନ୍ତ ପଦକ୍ଷେପ ନେବାକୁ ନିର୍ଦ୍ଦେଶ ଦେଇଥିଲେ। bbox=[1226, 1015, 1488, 1081]
cell: ୫ bbox=[15, 530, 54, 548]
cell: ଜାଳି, ମାଟି, ଗୋଡ଼ି, ପଥର ଓ ଧୂଳି ଇତ୍ୟାଦି ଅଜୈବିକ ପଦାର୍ଥ bbox=[54, 458, 387, 476]
pushpa-branches: ANGUL - 9437146000, BALASORE - 9437147000 bbox=[745, 2307, 1129, 2327]
table-row bbox=[15, 1918, 546, 2016]
year: ୨୦୧୭ bbox=[4, 25, 40, 43]
cell: ୪ର୍ଥ ଶନିବାର bbox=[463, 2015, 546, 2157]
cell: ଦୁଣ୍ଡୁରକୋଟ ସେବା ସମବାୟ ସମିତି bbox=[50, 1137, 155, 1235]
story4-headline: ଛାତ୍ରୀ ଆତ୍ମରକ୍ଷା ପ୍ରଶିକ୍ଷଣ ଶିବିର bbox=[978, 1217, 1476, 1258]
cell: ମଙ୍ଗଳବାର ଓ ଶନିବାର bbox=[463, 1137, 546, 1235]
cell: ୧% bbox=[387, 458, 546, 476]
cell: ୬% bbox=[387, 530, 546, 548]
cell: ୧ମ ଓ ୩ୟ ମଙ୍ଗଳବାର bbox=[463, 1040, 546, 1138]
self-defence-photo bbox=[1144, 1274, 1490, 1502]
quality-header: ଧାନରେ ମିଶ୍ରିତ ବା ବାହ୍ୟ ପଦାର୍ଥ bbox=[54, 425, 387, 458]
column-logo bbox=[1144, 82, 1482, 144]
cell: ଶୁକ୍ରବାର bbox=[463, 1235, 546, 1333]
cell: ବୁଧବାର bbox=[463, 1528, 546, 1626]
piles-tag: Specialist in : PILES, FISTULA, FISSURE WITHOUT SURGICAL OPERATION bbox=[570, 1666, 932, 1704]
condition-item: ସ୍ତ୍ରୀ ରୋଗ bbox=[579, 2214, 811, 2251]
index-cell: ୨ bbox=[50, 827, 155, 845]
quality-text: ଧାନ ଭଲଭାବରେ ଶୁଖିଲା, ପରିଷ୍କାର, ସମାନ ଆକାର ଓ ଆର୍ଦ୍ରତା ୧୭% ରୁ ଅଧିକ ନଥିବା bbox=[127, 404, 524, 418]
cell: ଅପରିପକ୍ୱ, କଷା, ସଙ୍କୁଚିତ, ଅଧା ପାଚିଲା ଇତ୍ୟାଦି bbox=[54, 512, 387, 530]
story2-mid: ମାର୍ଶାଘାଇ, ୧୯।୧୨(ଡି.ଏନ୍.ଏ.)- ମାର୍ଶାଘାଇ ପଞ୍ଚାୟତ ସମିତି ସଭାଗୃହରେ ସୋମବାର ଜନ ଅଭିଯୋଗ ଶୁଣାଣି ଶିବିର ଅନୁଷ୍ଠିତ ହୋଇଯାଇଛି। ଜିଲ୍ଲାପାଳଙ୍କ ନିର୍ଦ୍ଦେଶରେ ଆୟୋଜିତ ଶିବିରରେ ବିଭିନ୍ନ ପଞ୍ଚାୟତରୁ ଆସିଥିବା ଲୋକମାନେ ସେମାନଙ୍କ ଅଭିଯୋଗ ଦାଖଲ କରିଥିଲେ। ମୋଟ ୧୫୮ଟି ଅଭିଯୋଗ ଦାଖଲ ହୋଇଥିବା ବେଳେ ଅଧିକାଂଶ ଅଭିଯୋଗର ସମାଧାନ ସ୍ଥଳରେ କରାଯାଇଥିଲା। ଅବଶିଷ୍ଟ ଅଭିଯୋଗକୁ ସମ୍ପୃକ୍ତ ବିଭାଗକୁ ପଠାଯାଇଛି। bbox=[758, 715, 936, 951]
cell: ଗଣ୍ଡାଗୋଳ ସେବା ସମବାୟ ସମିତି bbox=[50, 1918, 155, 2016]
table-row bbox=[15, 1137, 546, 1235]
pushpa-url: www.pushpaclinic.com bbox=[845, 1933, 1013, 1948]
story-bjd-meeting bbox=[566, 1196, 946, 1622]
grievance-photo bbox=[954, 714, 1488, 986]
story1-col5: ସମିତି ସଭ୍ୟ ସମୀର କୁମାର ବେହେରା, ପ୍ରଦୀପ ମହାପାତ୍ର, ରବିନ୍ଦ୍ର ନାଥ ଦାସ ପ୍ରମୁଖ ଏହି ଅଭିଯୋଗ କରିଛନ୍ତି। ବୈଠକ ନହେବାରୁ ଉନ୍ନୟନ କାର୍ଯ୍ୟ ବାଧାପ୍ରାପ୍ତ ହେଉଛି ବୋଲି ସେମାନେ କହିଛନ୍ତି। bbox=[980, 175, 1106, 326]
notice-heading: (୨୦୧୬-୧୭ ଖରିଫ ଋତୁରେ ଧାନ ବିକ୍ରୟ ନିମନ୍ତେ ଚାଷୀଭାଇମାନଙ୍କ ପାଇଁ ବିଶେଷ ସୂଚନା) bbox=[54, 187, 506, 202]
index-cell: ୪ bbox=[274, 827, 463, 845]
sign-right: ସ୍ୱା./- ଉପଜିଲ୍ଲାପାଳ ତଥା ଅଧ୍ୟକ୍ଷ ନିୟନ୍ତ୍ରିତ ବଜାର କମିଟି, ହିନ୍ଦୋଳ bbox=[333, 2200, 503, 2232]
cell: ୩ bbox=[15, 1040, 50, 1138]
table-row bbox=[15, 845, 546, 943]
column-credit-2: ପ୍ରକାଶକ: ପ୍ରାଚୀ ପ୍ରକାଶନ ପ୍ରତିଷ୍ଠାନ bbox=[1144, 552, 1330, 566]
column-logo-text: ଢଗଢମାଳି bbox=[1210, 90, 1364, 136]
pushpa-seal bbox=[833, 1955, 1029, 2151]
piles-name-text: PILES CLINIC bbox=[636, 1709, 866, 1747]
story2-left: ମାର୍ଶାଘାଇ, ୧୯।୧୨(ଡି.ଏନ୍.ଏ.)- ମାର୍ଶାଘାଇ ବ୍ଲକ ଅଧୀନ କୁଜୁଙ୍ଗ ଉଚ୍ଚ ବାଳିକା ଉଚ୍ଚ ବିଦ୍ୟାଳୟରେ ସ୍ୱଚ୍ଛ ଭାରତ ଅଭିଯାନ କାର୍ଯ୍ୟକ୍ରମ ଆୟୋଜିତ ହୋଇଯାଇଛି। ପ୍ରଧାନ ଶିକ୍ଷକ ଅଶୋକ କୁମାର ଦାସଙ୍କ ପୌରୋହିତ୍ୟରେ ଆୟୋଜିତ କାର୍ଯ୍ୟକ୍ରମରେ ଛାତ୍ରୀମାନେ ବିଦ୍ୟାଳୟ ପରିସର ଓ ଗ୍ରାମ ରାସ୍ତା ସଫା କରିଥିଲେ। ଏଥିରେ ଶିକ୍ଷକ ଶିକ୍ଷୟିତ୍ରୀ ଓ ଅଭିଭାବକମାନେ ଯୋଗ ଦେଇଥିଲେ। ସମସ୍ତେ ସ୍ୱଚ୍ଛତା ଶପଥ ନେଇଥିଲେ। bbox=[572, 731, 748, 967]
self-defence-caption: ଉଦ୍‌ଯାପନୀ ଉତ୍ସବରେ ଉପସ୍ଥିତ ଅତିଥିମାନେ। bbox=[1214, 1506, 1420, 1520]
cell: ବିରଖରପୋଷ, ଅଙ୍ଗଡ଼ିଆ, ବଡ଼ବାହାଲ bbox=[274, 1332, 463, 1430]
